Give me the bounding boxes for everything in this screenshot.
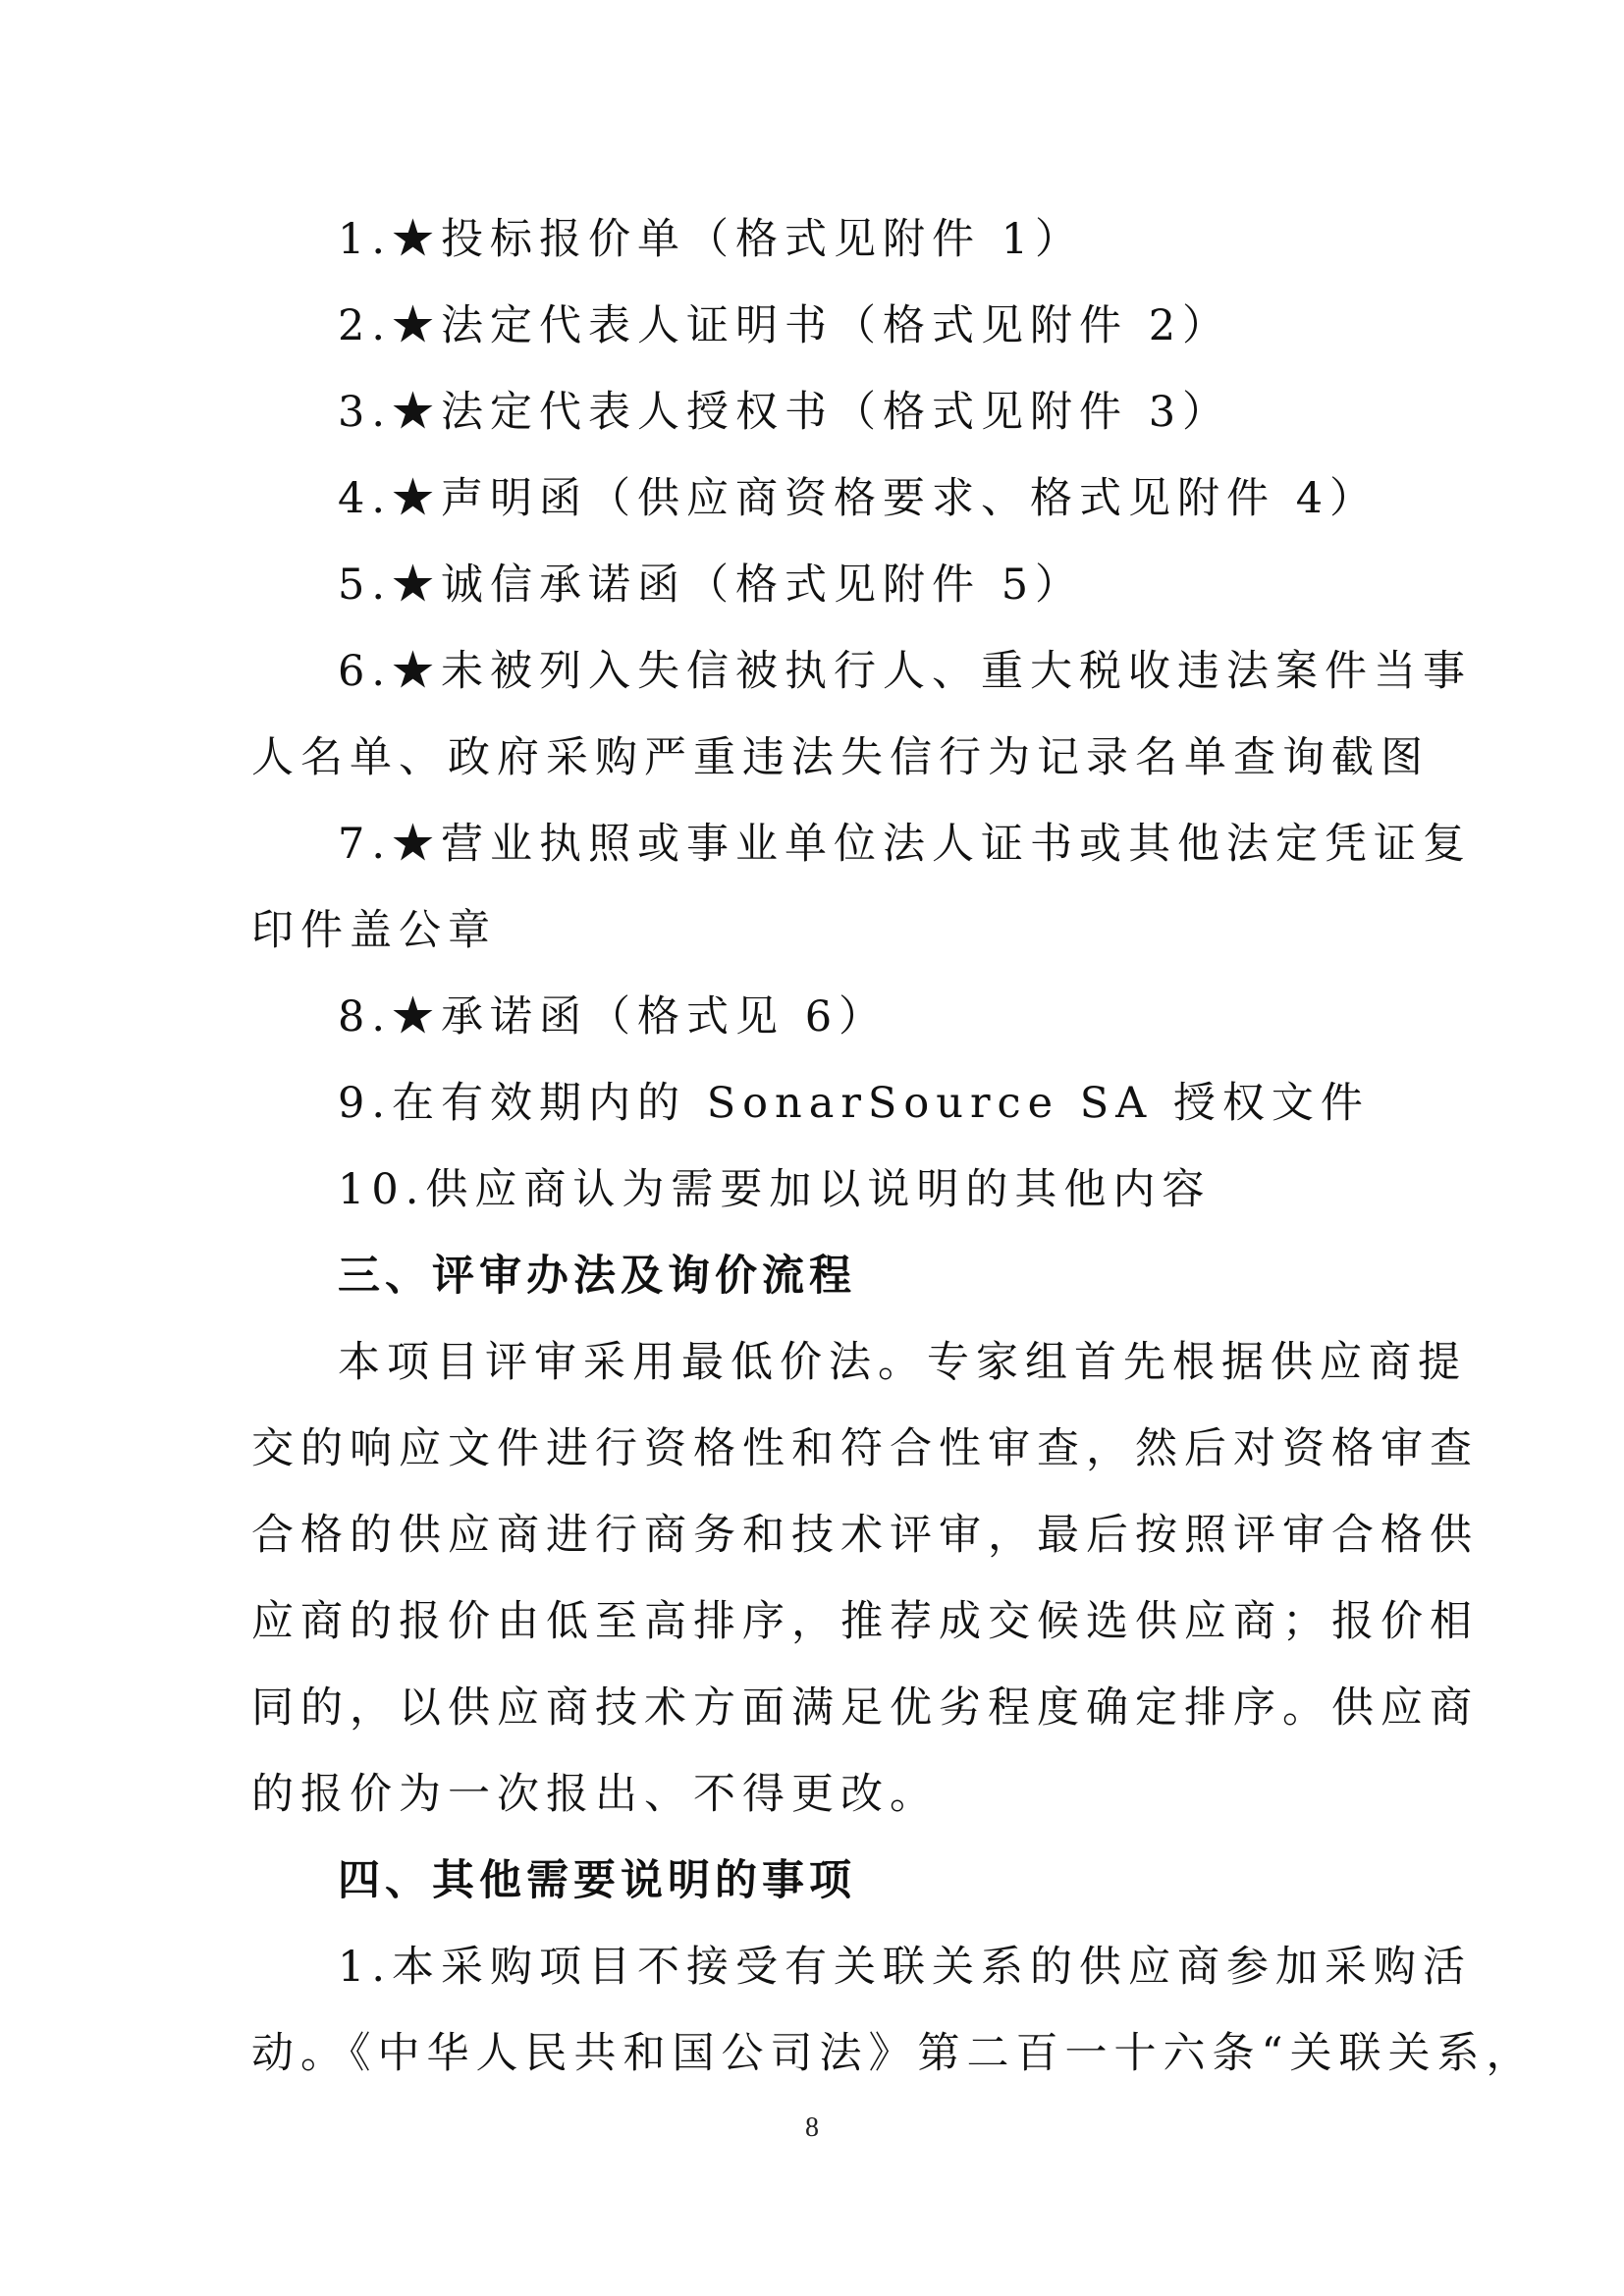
section-heading-other-matters: 四、其他需要说明的事项 [338, 1856, 856, 1905]
paragraph-line: 合格的供应商进行商务和技术评审，最后按照评审合格供 [251, 1511, 1479, 1560]
list-item-quote-form: 1.★投标报价单（格式见附件 1） [338, 215, 1085, 264]
list-item-business-license-continued: 印件盖公章 [251, 906, 497, 955]
list-item-declaration-letter: 4.★声明函（供应商资格要求、格式见附件 4） [338, 474, 1380, 523]
paragraph-line: 的报价为一次报出、不得更改。 [251, 1770, 939, 1819]
list-item-legal-rep-authorization: 3.★法定代表人授权书（格式见附件 3） [338, 388, 1232, 437]
list-item-integrity-commitment: 5.★诚信承诺函（格式见附件 5） [338, 561, 1085, 610]
paragraph-line: 动。《中华人民共和国公司法》第二百一十六条“关联关系， [251, 2029, 1536, 2078]
paragraph-line: 交的响应文件进行资格性和符合性审查，然后对资格审查 [251, 1424, 1479, 1473]
list-item-business-license: 7.★营业执照或事业单位法人证书或其他法定凭证复 [338, 820, 1473, 869]
paragraph-line: 应商的报价由低至高排序，推荐成交候选供应商；报价相 [251, 1597, 1479, 1646]
list-item-sonarsource-authorization: 9.在有效期内的 SonarSource SA 授权文件 [338, 1079, 1370, 1128]
paragraph-line: 1.本采购项目不接受有关联关系的供应商参加采购活 [338, 1943, 1473, 1992]
paragraph-line: 本项目评审采用最低价法。专家组首先根据供应商提 [338, 1338, 1467, 1387]
page-number: 8 [805, 2112, 819, 2143]
list-item-legal-rep-certificate: 2.★法定代表人证明书（格式见附件 2） [338, 301, 1232, 350]
paragraph-line: 同的，以供应商技术方面满足优劣程度确定排序。供应商 [251, 1683, 1479, 1733]
list-item-credit-screenshot-continued: 人名单、政府采购严重违法失信行为记录名单查询截图 [251, 733, 1430, 782]
list-item-credit-screenshot: 6.★未被列入失信被执行人、重大税收违法案件当事 [338, 647, 1473, 696]
section-heading-evaluation: 三、评审办法及询价流程 [338, 1252, 856, 1301]
list-item-commitment-letter: 8.★承诺函（格式见 6） [338, 992, 889, 1041]
list-item-other-content: 10.供应商认为需要加以说明的其他内容 [338, 1165, 1212, 1214]
